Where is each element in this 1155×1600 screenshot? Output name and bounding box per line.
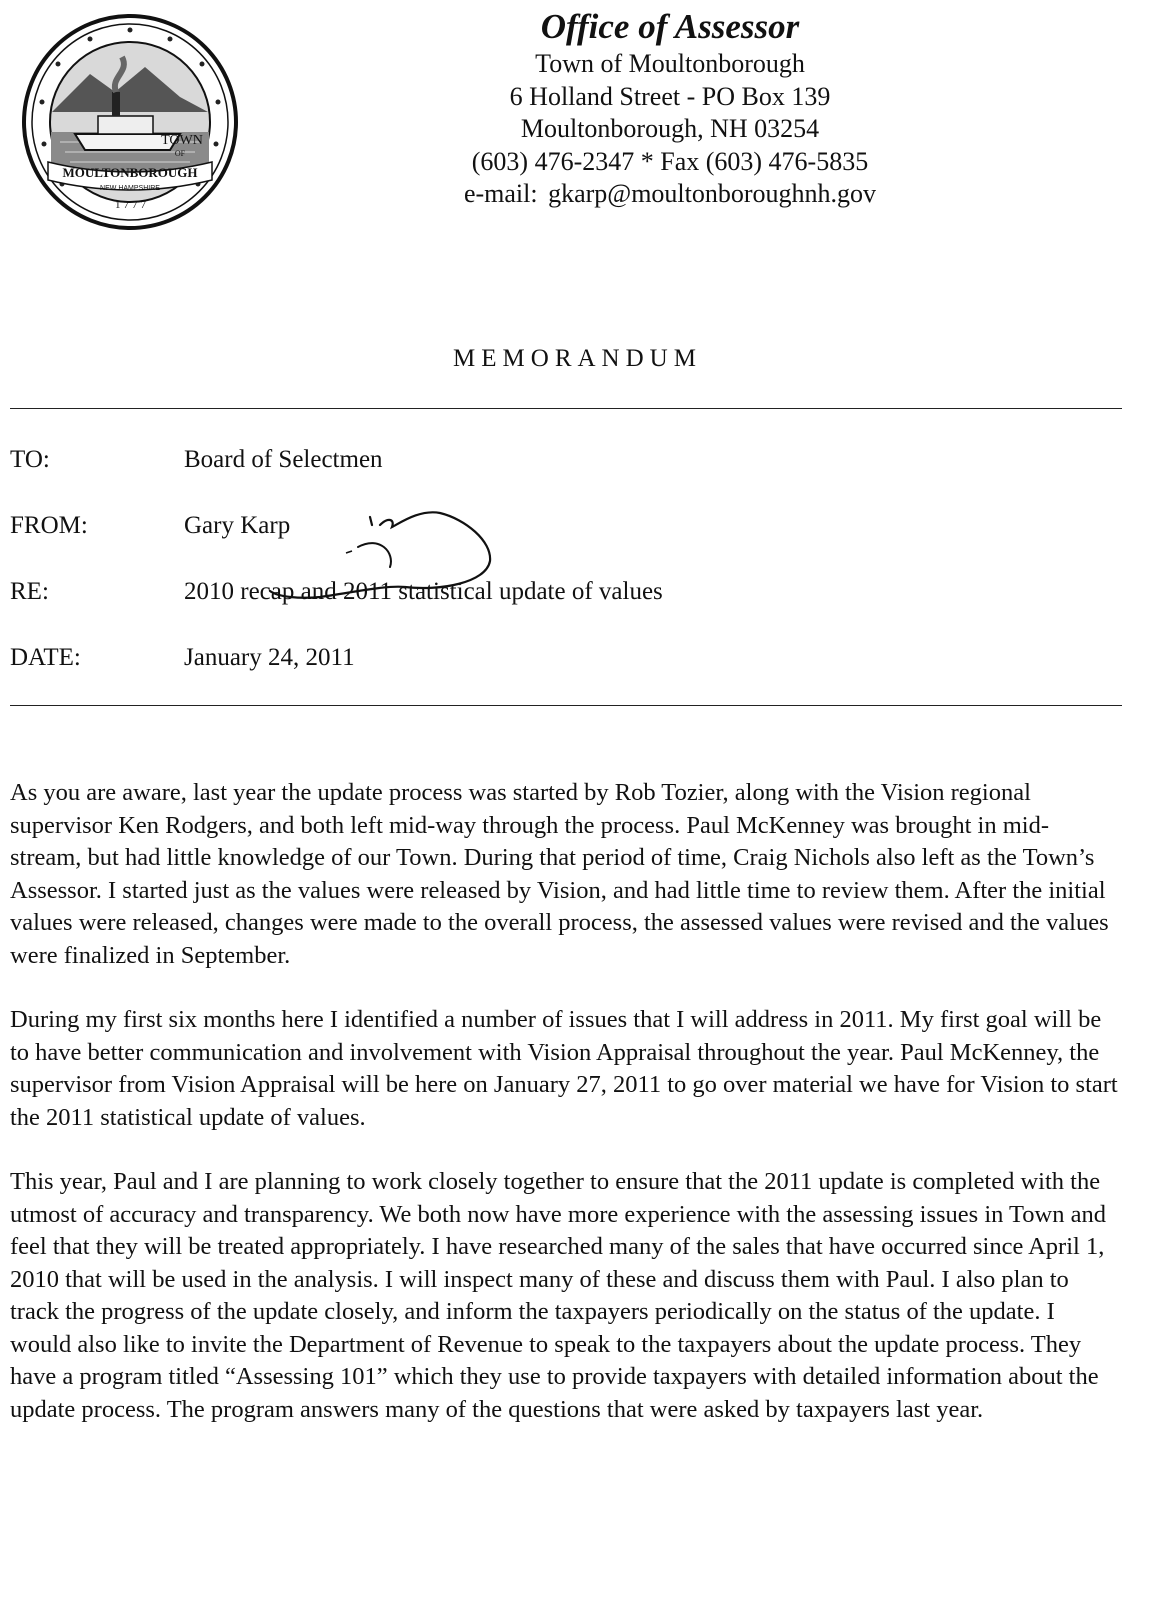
re-label: RE:: [10, 578, 49, 605]
seal-of-text: OF: [174, 149, 186, 158]
bottom-divider: [10, 705, 1122, 706]
email-address: e-mail: gkarp@moultonboroughnh.gov: [463, 179, 877, 208]
city-state-zip: Moultonborough, NH 03254: [520, 114, 820, 143]
body-paragraph-3: This year, Paul and I are planning to work closely together to ensure that the 2011 update is completed with the utmost of accuracy and transparency. We both now have more experience with the assessing issues in Town and feel that they will be treated appropriately. I have researched many of the sales that have occurred since April 1, 2010 that will be used in the analysis. I will inspect many of these and discuss them with Paul. I also plan to track the progress of the update closely, and inform the taxpayers periodically on the status of the update. I would also like to invite the Department of Revenue to speak to the taxpayers about the update process. They have a program titled “Assessing 101” which they use to provide taxpayers with detailed information about the update process. The program answers many of the questions that were asked by taxpayers last year.: [10, 1168, 1107, 1423]
letterhead: [390, 6, 950, 211]
top-divider: [10, 408, 1122, 409]
to-label: TO:: [10, 446, 50, 473]
date-label: DATE:: [10, 644, 81, 671]
office-title: Office of Assessor: [540, 7, 800, 46]
handwritten-initials: [230, 505, 520, 620]
seal-name-text: MOULTONBOROUGH: [62, 165, 198, 180]
re-value: 2010 recap and 2011 statistical update of values: [184, 578, 663, 605]
from-label: FROM:: [10, 512, 88, 539]
town-seal-logo: [20, 12, 240, 232]
body-paragraph-1: As you are aware, last year the update process was started by Rob Tozier, along with the Vision regional supervisor Ken Rodgers, and both left mid-way through the process. Paul McKenney was brought in mid-stream, but had little knowledge of our Town. During that period of time, Craig Nichols also left as the Town’s Assessor. I started just as the values were released by Vision, and had little time to review them. After the initial values were released, changes were made to the overall process, the assessed values were revised and the values were finalized in September.: [10, 779, 1109, 969]
phone-fax: (603) 476-2347 * Fax (603) 476-5835: [471, 146, 869, 176]
to-value: Board of Selectmen: [184, 446, 383, 473]
street-address: 6 Holland Street - PO Box 139: [509, 81, 831, 111]
body-paragraph-2: During my first six months here I identified a number of issues that I will address in 2011. My first goal will be to have better communication and involvement with Vision Appraisal throughout the year. Paul McKenney, the supervisor from Vision Appraisal will be here on January 27, 2011 to go over material we have for Vision to start the 2011 statistical update of values.: [10, 1006, 1118, 1131]
from-value: Gary Karp: [184, 512, 291, 539]
seal-town-text: TOWN: [161, 133, 203, 148]
memo-body: [10, 777, 1120, 1458]
town-name: Town of Moultonborough: [535, 49, 805, 78]
seal-state-text: NEW HAMPSHIRE: [100, 185, 160, 192]
memo-heading: MEMORANDUM: [453, 345, 702, 372]
seal-year-text: 1777: [115, 199, 149, 211]
date-value: January 24, 2011: [184, 644, 355, 671]
